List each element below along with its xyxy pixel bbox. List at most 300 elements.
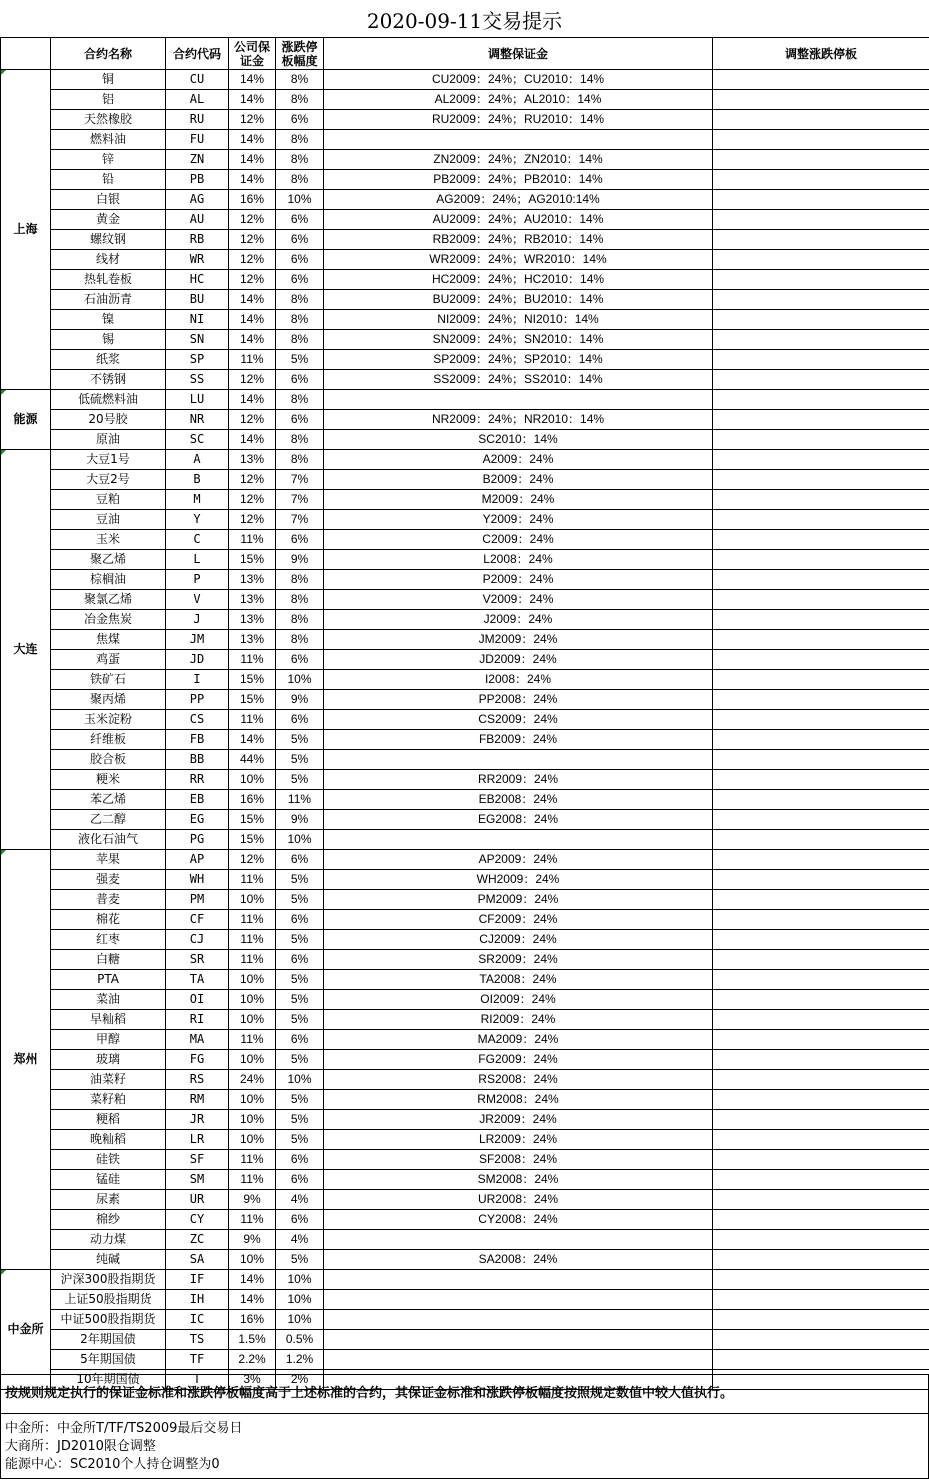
contract-code-cell: IC — [166, 1310, 229, 1330]
company-margin-cell: 14% — [229, 390, 276, 410]
contract-code-cell: ZC — [166, 1230, 229, 1250]
price-limit-cell: 0.5% — [276, 1330, 324, 1350]
adjusted-margin-cell: JM2009：24% — [324, 630, 713, 650]
company-margin-cell: 10% — [229, 1010, 276, 1030]
contract-name-cell: 铅 — [51, 170, 166, 190]
table-row — [1, 530, 929, 550]
price-limit-cell: 7% — [276, 510, 324, 530]
adjusted-limit-cell — [713, 890, 929, 910]
table-row — [1, 1330, 929, 1350]
contract-code-cell: HC — [166, 270, 229, 290]
company-margin-cell: 12% — [229, 270, 276, 290]
contract-code-cell: SA — [166, 1250, 229, 1270]
adjusted-limit-cell — [713, 1050, 929, 1070]
adjusted-limit-cell — [713, 1250, 929, 1270]
table-row — [1, 930, 929, 950]
contract-code-cell: I — [166, 670, 229, 690]
contract-code-cell: RI — [166, 1010, 229, 1030]
adjusted-limit-cell — [713, 810, 929, 830]
contract-code-cell: SM — [166, 1170, 229, 1190]
adjusted-limit-cell — [713, 1010, 929, 1030]
price-limit-cell: 10% — [276, 190, 324, 210]
price-limit-cell: 8% — [276, 390, 324, 410]
contract-name-cell: 尿素 — [51, 1190, 166, 1210]
rule-note: 按规则规定执行的保证金标准和涨跌停板幅度高于上述标准的合约，其保证金标准和涨跌停板幅度按照规定数值中较大值执行。 — [0, 1374, 929, 1414]
adjusted-margin-cell: PB2009：24%；PB2010：14% — [324, 170, 713, 190]
company-margin-cell: 11% — [229, 1170, 276, 1190]
contract-code-cell: OI — [166, 990, 229, 1010]
price-limit-cell: 6% — [276, 910, 324, 930]
price-limit-cell: 4% — [276, 1230, 324, 1250]
table-row — [1, 990, 929, 1010]
adjusted-margin-cell: TA2008：24% — [324, 970, 713, 990]
adjusted-limit-cell — [713, 170, 929, 190]
company-margin-cell: 15% — [229, 550, 276, 570]
adjusted-margin-cell: SS2009：24%；SS2010：14% — [324, 370, 713, 390]
price-limit-cell: 6% — [276, 950, 324, 970]
adjusted-limit-cell — [713, 410, 929, 430]
adjusted-margin-cell: EG2008：24% — [324, 810, 713, 830]
table-row — [1, 330, 929, 350]
price-limit-cell: 7% — [276, 490, 324, 510]
adjusted-limit-cell — [713, 1130, 929, 1150]
table-row — [1, 430, 929, 450]
price-limit-cell: 10% — [276, 670, 324, 690]
contract-name-cell: 白银 — [51, 190, 166, 210]
contract-code-cell: EB — [166, 790, 229, 810]
adjusted-margin-cell: AU2009：24%；AU2010：14% — [324, 210, 713, 230]
adjusted-limit-cell — [713, 1090, 929, 1110]
adjusted-margin-cell — [324, 1290, 713, 1310]
adjusted-margin-cell: WR2009：24%；WR2010：14% — [324, 250, 713, 270]
contract-name-cell: 20号胶 — [51, 410, 166, 430]
contract-name-cell: 上证50股指期货 — [51, 1290, 166, 1310]
contract-code-cell: AL — [166, 90, 229, 110]
adjusted-margin-cell: HC2009：24%；HC2010：14% — [324, 270, 713, 290]
table-row — [1, 710, 929, 730]
contract-name-cell: PTA — [51, 970, 166, 990]
adjusted-limit-cell — [713, 930, 929, 950]
adjusted-margin-cell: SC2010：14% — [324, 430, 713, 450]
contract-name-cell: 锌 — [51, 150, 166, 170]
company-margin-cell: 10% — [229, 1130, 276, 1150]
page-title: 2020-09-11交易提示 — [366, 9, 563, 33]
contract-code-cell: BB — [166, 750, 229, 770]
adjusted-limit-cell — [713, 1270, 929, 1290]
table-row — [1, 150, 929, 170]
contract-name-cell: 聚丙烯 — [51, 690, 166, 710]
company-margin-cell: 12% — [229, 230, 276, 250]
adjusted-margin-cell — [324, 1310, 713, 1330]
table-row — [1, 610, 929, 630]
header-adjusted-margin: 调整保证金 — [324, 38, 713, 70]
price-limit-cell: 8% — [276, 150, 324, 170]
adjusted-margin-cell: M2009：24% — [324, 490, 713, 510]
contract-name-cell: 镍 — [51, 310, 166, 330]
contract-code-cell: SN — [166, 330, 229, 350]
contract-name-cell: 线材 — [51, 250, 166, 270]
price-limit-cell: 5% — [276, 890, 324, 910]
price-limit-cell: 5% — [276, 350, 324, 370]
adjusted-margin-cell — [324, 750, 713, 770]
adjusted-limit-cell — [713, 870, 929, 890]
contract-name-cell: 热轧卷板 — [51, 270, 166, 290]
company-margin-cell: 14% — [229, 290, 276, 310]
adjusted-margin-cell: SR2009：24% — [324, 950, 713, 970]
adjusted-limit-cell — [713, 770, 929, 790]
contract-code-cell: A — [166, 450, 229, 470]
adjusted-limit-cell — [713, 70, 929, 90]
company-margin-cell: 15% — [229, 670, 276, 690]
company-margin-cell: 11% — [229, 1210, 276, 1230]
price-limit-cell: 8% — [276, 570, 324, 590]
adjusted-limit-cell — [713, 790, 929, 810]
table-row — [1, 910, 929, 930]
header-adjusted-limit: 调整涨跌停板 — [713, 38, 929, 70]
adjusted-margin-cell: AP2009：24% — [324, 850, 713, 870]
adjusted-limit-cell — [713, 390, 929, 410]
company-margin-cell: 10% — [229, 890, 276, 910]
contract-code-cell: PP — [166, 690, 229, 710]
table-row — [1, 570, 929, 590]
contract-code-cell: AP — [166, 850, 229, 870]
adjusted-margin-cell: CU2009：24%；CU2010：14% — [324, 70, 713, 90]
price-limit-cell: 5% — [276, 730, 324, 750]
table-row — [1, 130, 929, 150]
price-limit-cell: 5% — [276, 1010, 324, 1030]
adjusted-margin-cell: SN2009：24%；SN2010：14% — [324, 330, 713, 350]
header-price-limit: 涨跌停板幅度 — [276, 38, 324, 70]
contract-name-cell: 燃料油 — [51, 130, 166, 150]
price-limit-cell: 5% — [276, 750, 324, 770]
adjusted-margin-cell: CY2008：24% — [324, 1210, 713, 1230]
adjusted-limit-cell — [713, 1230, 929, 1250]
contract-code-cell: NR — [166, 410, 229, 430]
adjusted-limit-cell — [713, 1350, 929, 1370]
table-row — [1, 1070, 929, 1090]
contract-name-cell: 棉花 — [51, 910, 166, 930]
contract-code-cell: WH — [166, 870, 229, 890]
contract-name-cell: 油菜籽 — [51, 1070, 166, 1090]
company-margin-cell: 10% — [229, 990, 276, 1010]
exchange-cell: 郑州 — [1, 850, 51, 1270]
company-margin-cell: 9% — [229, 1230, 276, 1250]
contract-code-cell: LR — [166, 1130, 229, 1150]
table-row — [1, 110, 929, 130]
contract-name-cell: 不锈钢 — [51, 370, 166, 390]
contract-name-cell: 菜油 — [51, 990, 166, 1010]
company-margin-cell: 44% — [229, 750, 276, 770]
company-margin-cell: 15% — [229, 830, 276, 850]
contract-code-cell: TF — [166, 1350, 229, 1370]
adjusted-limit-cell — [713, 730, 929, 750]
contract-name-cell: 粳米 — [51, 770, 166, 790]
price-limit-cell: 5% — [276, 990, 324, 1010]
price-limit-cell: 8% — [276, 590, 324, 610]
table-row — [1, 1050, 929, 1070]
price-limit-cell: 5% — [276, 870, 324, 890]
table-row — [1, 1350, 929, 1370]
adjusted-limit-cell — [713, 330, 929, 350]
adjusted-limit-cell — [713, 110, 929, 130]
price-limit-cell: 7% — [276, 470, 324, 490]
price-limit-cell: 6% — [276, 710, 324, 730]
contract-name-cell: 锰硅 — [51, 1170, 166, 1190]
adjusted-limit-cell — [713, 230, 929, 250]
contract-name-cell: 石油沥青 — [51, 290, 166, 310]
adjusted-margin-cell — [324, 1270, 713, 1290]
price-limit-cell: 8% — [276, 290, 324, 310]
exchange-cell: 上海 — [1, 70, 51, 390]
company-margin-cell: 11% — [229, 350, 276, 370]
table-row — [1, 310, 929, 330]
adjusted-margin-cell — [324, 830, 713, 850]
contract-code-cell: RR — [166, 770, 229, 790]
contract-code-cell: AG — [166, 190, 229, 210]
price-limit-cell: 8% — [276, 90, 324, 110]
price-limit-cell: 6% — [276, 1150, 324, 1170]
company-margin-cell: 24% — [229, 1070, 276, 1090]
company-margin-cell: 10% — [229, 1110, 276, 1130]
adjusted-limit-cell — [713, 150, 929, 170]
contract-code-cell: IH — [166, 1290, 229, 1310]
contract-name-cell: 天然橡胶 — [51, 110, 166, 130]
price-limit-cell: 6% — [276, 1210, 324, 1230]
table-row — [1, 1130, 929, 1150]
contract-code-cell: ZN — [166, 150, 229, 170]
contract-code-cell: Y — [166, 510, 229, 530]
adjusted-margin-cell — [324, 390, 713, 410]
adjusted-margin-cell: NR2009：24%；NR2010：14% — [324, 410, 713, 430]
contract-code-cell: CF — [166, 910, 229, 930]
contract-name-cell: 豆粕 — [51, 490, 166, 510]
contract-code-cell: M — [166, 490, 229, 510]
price-limit-cell: 8% — [276, 630, 324, 650]
table-row — [1, 1170, 929, 1190]
contract-code-cell: LU — [166, 390, 229, 410]
adjusted-limit-cell — [713, 570, 929, 590]
contract-code-cell: SF — [166, 1150, 229, 1170]
contract-code-cell: WR — [166, 250, 229, 270]
contract-name-cell: 棕榈油 — [51, 570, 166, 590]
table-row — [1, 970, 929, 990]
contract-code-cell: T — [166, 1370, 229, 1390]
table-row — [1, 1270, 929, 1290]
table-row — [1, 870, 929, 890]
contract-name-cell: 菜籽粕 — [51, 1090, 166, 1110]
adjusted-limit-cell — [713, 250, 929, 270]
table-row — [1, 1010, 929, 1030]
header-exchange — [1, 38, 51, 70]
company-margin-cell: 3% — [229, 1370, 276, 1390]
adjusted-margin-cell: PP2008：24% — [324, 690, 713, 710]
contract-code-cell: BU — [166, 290, 229, 310]
company-margin-cell: 12% — [229, 110, 276, 130]
contract-code-cell: JD — [166, 650, 229, 670]
contract-name-cell: 胶合板 — [51, 750, 166, 770]
price-limit-cell: 8% — [276, 130, 324, 150]
price-limit-cell: 8% — [276, 430, 324, 450]
table-row — [1, 730, 929, 750]
price-limit-cell: 8% — [276, 610, 324, 630]
note-line: 能源中心：SC2010个人持仓调整为0 — [5, 1457, 220, 1472]
adjusted-limit-cell — [713, 210, 929, 230]
adjusted-margin-cell: SA2008：24% — [324, 1250, 713, 1270]
contract-code-cell: FB — [166, 730, 229, 750]
table-row — [1, 1250, 929, 1270]
price-limit-cell: 6% — [276, 410, 324, 430]
table-row — [1, 950, 929, 970]
adjusted-limit-cell — [713, 130, 929, 150]
company-margin-cell: 13% — [229, 610, 276, 630]
adjusted-margin-cell: SM2008：24% — [324, 1170, 713, 1190]
adjusted-margin-cell: AG2009：24%；AG2010:14% — [324, 190, 713, 210]
adjusted-limit-cell — [713, 510, 929, 530]
company-margin-cell: 11% — [229, 1030, 276, 1050]
adjusted-margin-cell: PM2009：24% — [324, 890, 713, 910]
contract-code-cell: PG — [166, 830, 229, 850]
adjusted-margin-cell: I2008：24% — [324, 670, 713, 690]
contract-code-cell: SR — [166, 950, 229, 970]
exchange-cell: 中金所 — [1, 1270, 51, 1390]
contract-name-cell: 乙二醇 — [51, 810, 166, 830]
contract-name-cell: 焦煤 — [51, 630, 166, 650]
table-row — [1, 830, 929, 850]
adjusted-limit-cell — [713, 490, 929, 510]
adjusted-margin-cell — [324, 130, 713, 150]
table-row — [1, 510, 929, 530]
contract-name-cell: 苹果 — [51, 850, 166, 870]
contract-name-cell: 玉米淀粉 — [51, 710, 166, 730]
table-row — [1, 1310, 929, 1330]
adjusted-margin-cell: RI2009：24% — [324, 1010, 713, 1030]
contract-name-cell: 玻璃 — [51, 1050, 166, 1070]
adjusted-limit-cell — [713, 590, 929, 610]
table-row — [1, 450, 929, 470]
price-limit-cell: 6% — [276, 1030, 324, 1050]
table-row — [1, 190, 929, 210]
adjusted-margin-cell: RB2009：24%；RB2010：14% — [324, 230, 713, 250]
adjusted-margin-cell: CF2009：24% — [324, 910, 713, 930]
adjusted-margin-cell: OI2009：24% — [324, 990, 713, 1010]
price-limit-cell: 5% — [276, 1130, 324, 1150]
contract-name-cell: 苯乙烯 — [51, 790, 166, 810]
contract-code-cell: C — [166, 530, 229, 550]
company-margin-cell: 10% — [229, 1050, 276, 1070]
price-limit-cell: 6% — [276, 370, 324, 390]
adjusted-limit-cell — [713, 1170, 929, 1190]
price-limit-cell: 5% — [276, 930, 324, 950]
contract-name-cell: 螺纹钢 — [51, 230, 166, 250]
price-limit-cell: 8% — [276, 330, 324, 350]
company-margin-cell: 12% — [229, 470, 276, 490]
price-limit-cell: 5% — [276, 770, 324, 790]
adjusted-limit-cell — [713, 830, 929, 850]
table-row — [1, 770, 929, 790]
contract-name-cell: 液化石油气 — [51, 830, 166, 850]
table-row — [1, 170, 929, 190]
table-row — [1, 850, 929, 870]
contract-name-cell: 强麦 — [51, 870, 166, 890]
price-limit-cell: 6% — [276, 230, 324, 250]
contract-code-cell: JM — [166, 630, 229, 650]
adjusted-limit-cell — [713, 430, 929, 450]
contract-name-cell: 大豆1号 — [51, 450, 166, 470]
company-margin-cell: 15% — [229, 690, 276, 710]
adjusted-margin-cell: LR2009：24% — [324, 1130, 713, 1150]
contract-code-cell: CJ — [166, 930, 229, 950]
adjusted-margin-cell: B2009：24% — [324, 470, 713, 490]
company-margin-cell: 16% — [229, 190, 276, 210]
contract-code-cell: AU — [166, 210, 229, 230]
price-limit-cell: 6% — [276, 210, 324, 230]
company-margin-cell: 14% — [229, 170, 276, 190]
price-limit-cell: 10% — [276, 1070, 324, 1090]
company-margin-cell: 11% — [229, 710, 276, 730]
contract-name-cell: 甲醇 — [51, 1030, 166, 1050]
contract-name-cell: 锡 — [51, 330, 166, 350]
company-margin-cell: 14% — [229, 1270, 276, 1290]
price-limit-cell: 5% — [276, 1110, 324, 1130]
contract-code-cell: CY — [166, 1210, 229, 1230]
company-margin-cell: 11% — [229, 530, 276, 550]
company-margin-cell: 12% — [229, 210, 276, 230]
adjusted-limit-cell — [713, 670, 929, 690]
contract-name-cell: 10年期国债 — [51, 1370, 166, 1390]
table-row — [1, 270, 929, 290]
contract-name-cell: 冶金焦炭 — [51, 610, 166, 630]
contract-code-cell: CU — [166, 70, 229, 90]
adjusted-margin-cell: WH2009：24% — [324, 870, 713, 890]
company-margin-cell: 12% — [229, 370, 276, 390]
contract-name-cell: 原油 — [51, 430, 166, 450]
adjusted-margin-cell: RS2008：24% — [324, 1070, 713, 1090]
contract-code-cell: RS — [166, 1070, 229, 1090]
contract-name-cell: 纯碱 — [51, 1250, 166, 1270]
adjusted-margin-cell: RU2009：24%；RU2010：14% — [324, 110, 713, 130]
contract-name-cell: 大豆2号 — [51, 470, 166, 490]
company-margin-cell: 14% — [229, 1290, 276, 1310]
company-margin-cell: 13% — [229, 570, 276, 590]
table-row — [1, 670, 929, 690]
adjusted-margin-cell: NI2009：24%；NI2010：14% — [324, 310, 713, 330]
company-margin-cell: 14% — [229, 730, 276, 750]
contract-code-cell: V — [166, 590, 229, 610]
table-row — [1, 650, 929, 670]
adjusted-margin-cell: J2009：24% — [324, 610, 713, 630]
contract-code-cell: NI — [166, 310, 229, 330]
price-limit-cell: 5% — [276, 970, 324, 990]
adjusted-limit-cell — [713, 470, 929, 490]
table-row — [1, 490, 929, 510]
contract-code-cell: RU — [166, 110, 229, 130]
contract-code-cell: SS — [166, 370, 229, 390]
contract-name-cell: 黄金 — [51, 210, 166, 230]
price-limit-cell: 9% — [276, 690, 324, 710]
price-limit-cell: 6% — [276, 650, 324, 670]
adjusted-limit-cell — [713, 310, 929, 330]
adjusted-limit-cell — [713, 1150, 929, 1170]
contract-code-cell: B — [166, 470, 229, 490]
price-limit-cell: 10% — [276, 830, 324, 850]
contract-name-cell: 鸡蛋 — [51, 650, 166, 670]
adjusted-margin-cell: JD2009：24% — [324, 650, 713, 670]
company-margin-cell: 13% — [229, 630, 276, 650]
company-margin-cell: 14% — [229, 130, 276, 150]
adjusted-limit-cell — [713, 1190, 929, 1210]
contract-name-cell: 粳稻 — [51, 1110, 166, 1130]
header-company-margin: 公司保证金 — [229, 38, 276, 70]
